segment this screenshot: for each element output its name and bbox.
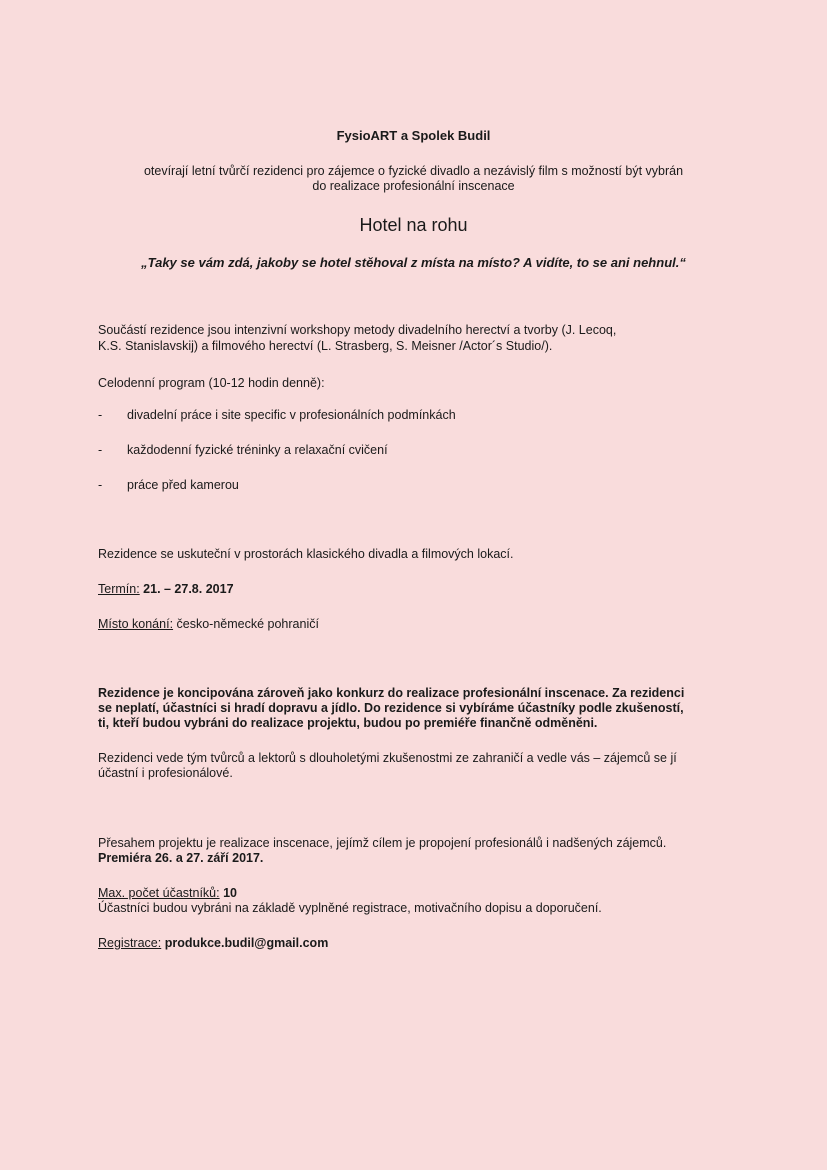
term-line: [98, 582, 738, 597]
workshops-line-2: K.S. Stanislavskij) a filmového herectví (L. Strasberg, S. Meisner /Actor´s Studio/).: [98, 339, 553, 353]
registration-label: Registrace:: [98, 936, 162, 950]
list-item: práce před kamerou: [127, 478, 239, 492]
place-label: Místo konání:: [98, 617, 174, 631]
list-dash: -: [98, 443, 103, 457]
registration-email: produkce.budil@gmail.com: [161, 936, 329, 950]
max-participants-line: [98, 886, 738, 901]
program-intro: Celodenní program (10-12 hodin denně):: [98, 376, 325, 390]
document-title: Hotel na rohu: [359, 215, 468, 235]
workshops-line-1: Součástí rezidence jsou intenzivní workshopy metody divadelního herectví a tvorby (J. Lecoq,: [98, 323, 617, 337]
organizers-heading: FysioART a Spolek Budil: [336, 128, 491, 143]
place-value: česko-německé pohraničí: [173, 617, 319, 631]
bold-paragraph-line-2: se neplatí, účastníci si hradí dopravu a jídlo. Do rezidence si vybíráme účastníky podle zkušeností,: [98, 701, 684, 715]
list-item: každodenní fyzické tréninky a relaxační cvičení: [127, 443, 388, 457]
team-line-2: účastní i profesionálové.: [98, 766, 233, 780]
selection-line: Účastníci budou vybráni na základě vyplněné registrace, motivačního dopisu a doporučení.: [98, 901, 602, 915]
intro-line-1: otevírají letní tvůrčí rezidenci pro zájemce o fyzické divadlo a nezávislý film s možností být vybrán: [143, 164, 684, 178]
place-line: [98, 617, 738, 632]
team-line-1: Rezidenci vede tým tvůrců a lektorů s dlouholetými zkušenostmi ze zahraničí a vedle vás – zájemců se jí: [98, 751, 677, 765]
max-label: Max. počet účastníků:: [98, 886, 220, 900]
term-value: 21. – 27.8. 2017: [139, 582, 234, 596]
registration-line: [98, 936, 738, 951]
premiere-line: Premiéra 26. a 27. září 2017.: [98, 851, 264, 865]
list-item: divadelní práce i site specific v profesionálních podmínkách: [127, 408, 456, 422]
venue-text: Rezidence se uskuteční v prostorách klasického divadla a filmových lokací.: [98, 547, 514, 561]
motto-quote: „Taky se vám zdá, jakoby se hotel stěhoval z místa na místo? A vidíte, to se ani nehnul.“: [141, 255, 686, 270]
term-label: Termín:: [98, 582, 140, 596]
list-dash: -: [98, 478, 103, 492]
max-value: 10: [219, 886, 237, 900]
project-line: Přesahem projektu je realizace inscenace, jejímž cílem je propojení profesionálů i nadšených zájemců.: [98, 836, 667, 850]
list-dash: -: [98, 408, 103, 422]
bold-paragraph-line-1: Rezidence je koncipována zároveň jako konkurz do realizace profesionální inscenace. Za rezidenci: [98, 686, 685, 700]
bold-paragraph-line-3: ti, kteří budou vybráni do realizace projektu, budou po premiéře finančně odměněni.: [98, 716, 598, 730]
intro-line-2: do realizace profesionální inscenace: [312, 179, 515, 193]
